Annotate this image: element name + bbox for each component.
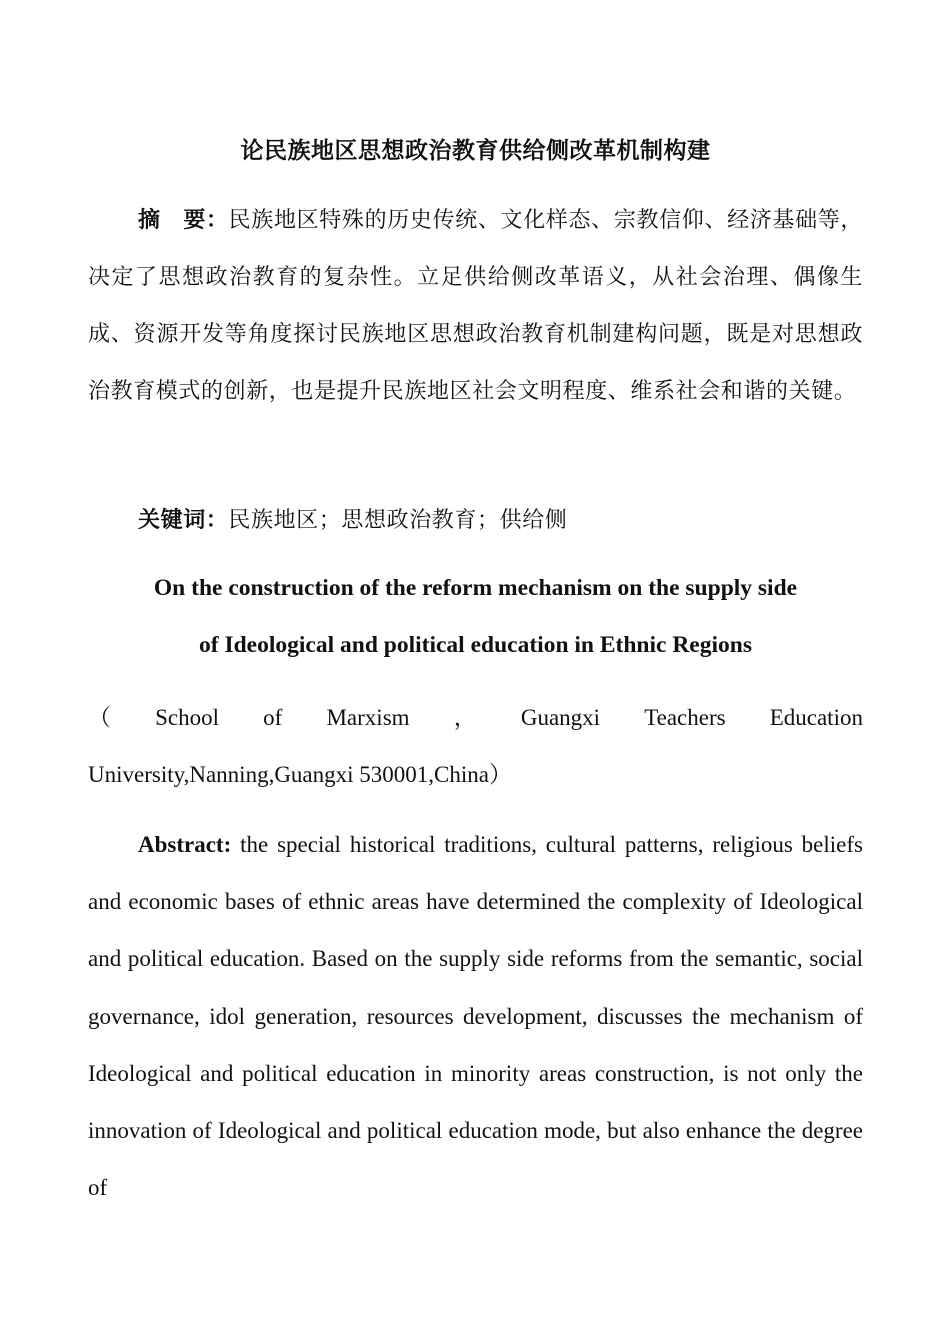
affiliation-token: Education — [769, 705, 863, 730]
affiliation-token: of — [263, 705, 283, 730]
chinese-abstract-label: 摘 要： — [138, 208, 229, 233]
affiliation — [88, 689, 863, 803]
chinese-keywords — [88, 492, 863, 549]
english-title-line-1: On the construction of the reform mechanism on the supply side — [153, 575, 798, 601]
english-abstract-text: the special historical traditions, cultural patterns, religious beliefs and economic bases of ethnic areas have determined the complexity of Ideological and political education. Based on the supply side reforms from the semantic, social governance, idol generation, resources development, discusses the mechanism of Ideological and political education in minority areas construction, is not only the innovation of Ideological and political education mode, but also enhance the degree of — [88, 832, 863, 1201]
affiliation-token: Teachers — [644, 705, 726, 730]
chinese-keywords-text: 民族地区；思想政治教育；供给侧 — [228, 508, 568, 533]
affiliation-line-1 — [88, 689, 863, 746]
chinese-title: 论民族地区思想政治教育供给侧改革机制构建 — [240, 138, 711, 164]
affiliation-token: ， — [453, 705, 477, 730]
affiliation-token: School — [155, 705, 220, 730]
english-title-line-2: of Ideological and political education in Ethnic Regions — [199, 632, 752, 658]
english-abstract-label: Abstract: — [138, 832, 232, 857]
chinese-abstract-text: 民族地区特殊的历史传统、文化样态、宗教信仰、经济基础等，决定了思想政治教育的复杂性。立足供给侧改革语义，从社会治理、偶像生成、资源开发等角度探讨民族地区思想政治教育机制建构问题，既是对思想政治教育模式的创新，也是提升民族地区社会文明程度、维系社会和谐的关键。 — [88, 208, 863, 404]
chinese-abstract — [88, 192, 863, 420]
affiliation-token: Guangxi — [520, 705, 601, 730]
english-abstract — [88, 816, 863, 1216]
english-title — [88, 560, 863, 674]
affiliation-token: （ — [88, 705, 111, 730]
affiliation-line-2: University,Nanning,Guangxi 530001,China） — [88, 762, 512, 787]
chinese-keywords-label: 关键词： — [138, 508, 229, 533]
affiliation-token: Marxism — [326, 705, 410, 730]
